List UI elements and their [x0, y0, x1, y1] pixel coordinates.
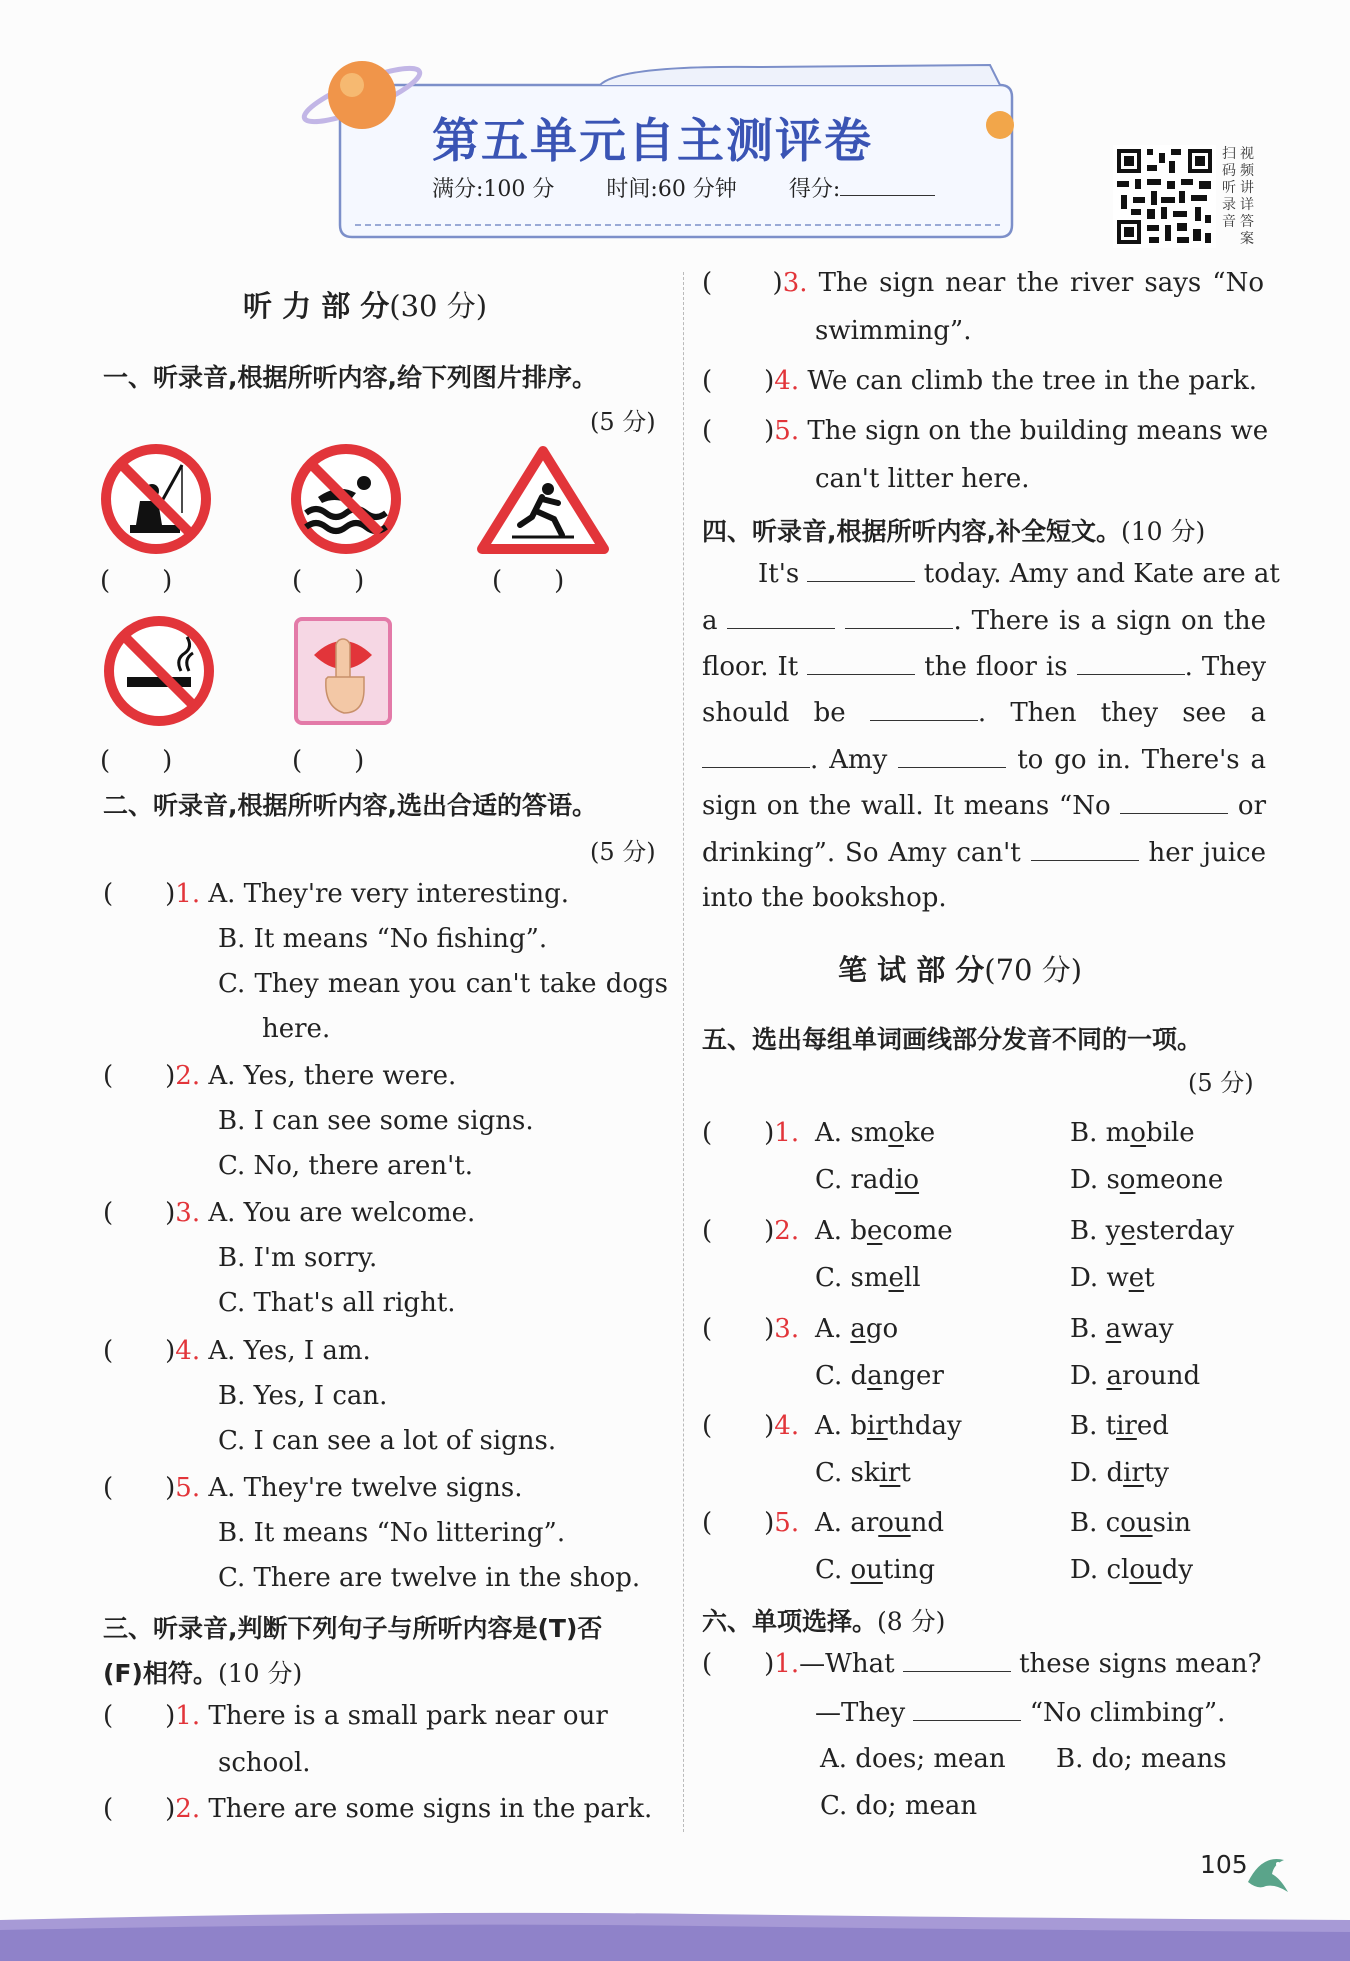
option-b: B. Yes, I can. [218, 1381, 388, 1411]
answer-paren[interactable]: ( ) [103, 1794, 176, 1824]
keep-quiet-sign-icon [294, 617, 392, 725]
answer-paren[interactable]: ( ) [702, 1216, 775, 1246]
option-a: A. Yes, there were. [208, 1061, 457, 1091]
slippery-floor-warning-sign-icon [476, 445, 610, 557]
option-c: C. smell [815, 1263, 921, 1293]
option-d: D. someone [1070, 1165, 1224, 1195]
answer-paren[interactable]: ( ) [103, 1701, 176, 1731]
passage-line-5: . Amy to go in. There's a [702, 739, 1266, 775]
answer-paren[interactable]: ( ) [702, 1508, 775, 1538]
option-c: C. outing [815, 1555, 936, 1585]
option-a: A. around [815, 1508, 945, 1538]
answer-paren[interactable]: ( ) [103, 1061, 176, 1091]
passage-line-8: into the bookshop. [702, 883, 947, 913]
answer-paren-2[interactable]: ( ) [292, 566, 365, 596]
part5-points: (5 分) [1188, 1069, 1254, 1097]
answer-paren[interactable]: ( ) [702, 268, 783, 298]
writing-heading: 笔 试 部 分(70 分) [838, 953, 1083, 987]
passage-line-2: a . There is a sign on the [702, 600, 1266, 636]
option-a: A. birthday [815, 1411, 962, 1441]
passage-line-6: sign on the wall. It means “No or [702, 785, 1266, 821]
fill-blank[interactable] [727, 600, 835, 629]
part5-title: 五、选出每组单词画线部分发音不同的一项。 [702, 1025, 1203, 1054]
option-b: B. mobile [1070, 1118, 1195, 1148]
option-b: B. tired [1070, 1411, 1169, 1441]
part4-title: 四、听录音,根据所听内容,补全短文。(10 分) [702, 517, 1206, 546]
score-blank[interactable] [840, 175, 935, 196]
option-c: C. skirt [815, 1458, 911, 1488]
option-a: A. Yes, I am. [208, 1336, 371, 1366]
option-a: A. They're twelve signs. [208, 1473, 523, 1503]
fill-blank[interactable] [702, 739, 810, 768]
fill-blank[interactable] [807, 646, 915, 675]
option-c: C. danger [815, 1361, 944, 1391]
fill-blank[interactable] [1077, 646, 1185, 675]
option-c: C. I can see a lot of signs. [218, 1426, 557, 1456]
answer-paren[interactable]: ( ) [702, 416, 775, 446]
answer-paren[interactable]: ( ) [702, 1411, 775, 1441]
fill-blank[interactable] [898, 739, 1006, 768]
answer-paren[interactable]: ( ) [702, 1118, 775, 1148]
answer-paren[interactable]: ( ) [103, 1336, 176, 1366]
fill-blank[interactable] [807, 553, 915, 582]
option-d: D. around [1070, 1361, 1201, 1391]
score-label: 得分: [788, 177, 841, 202]
option-a: A. smoke [815, 1118, 936, 1148]
worksheet-page: 第五单元自主测评卷 满分:100 分 时间:60 分钟 得分: 扫码听录音 视频讲详答案 听 力 部 分(30 分) 一、听录音,根据所听内容,给下列图片排序。 (5 分) ( ) ( ) ( ) ( ) ( ) 二、听录音,根据所听内容,选出合适的答语。 (5 分) ( )1. A. They're very interesting. B. It means “No fishing”. C. They mean you can't take dogs here. ( )2. A. Yes, there were. B. I can see some signs. C. No, there aren't. ( )3. A. You are welcome. B. I'm sorry. C. That's all right. ( )4. A. Yes, I am. B. Yes, I can. C. I can see a lot of signs. ( )5. A. They're twelve signs. B. It means “No littering”. C. There are twelve in the shop. 三、听录音,判断下列句子与所听内容是(T)否 (F)相符。(10 分) ( )1. There is a small park near our school. ( )2. There are some signs in the park. ( )3. The sign near the river says “No swimming”. ( )4. We can climb the tree in the park. ( )5. The sign on the building means we can't litter here. 四、听录音,根据所听内容,补全短文。(10 分) It's today. Amy and Kate are at a . There is a sign on the floor. It the floor is . They should be . Then they see a . Amy to go in. There's a sign on the wall. It means “No or drinking”. So Amy can't her juice into the bookshop. 笔 试 部 分(70 分) 五、选出每组单词画线部分发音不同的一项。 (5 分) ( )1. A. smoke B. mobile C. radio D. someone ( )2. A. become B. yesterday C. smell D. wet ( )3. A. ago B. away C. danger D. around ( )4. A. birthday B. tired C. skirt D. dirty ( )5. A. around B. cousin C. outing D. cloudy 六、单项选择。(8 分) ( )1.—What these signs mean? —They “No climbing”. A. does; mean B. do; means C. do; mean 105 [0, 0, 1350, 1961]
passage-line-3: floor. It the floor is . They [702, 646, 1266, 682]
qr-text-video: 视频讲详答案 [1240, 146, 1254, 247]
fill-blank[interactable] [913, 1692, 1021, 1721]
option-a: A. become [815, 1216, 953, 1246]
full-score: 满分:100 分 [432, 177, 555, 202]
part1-points: (5 分) [590, 408, 656, 436]
passage-line-1: It's today. Amy and Kate are at [758, 553, 1266, 589]
answer-paren-3[interactable]: ( ) [492, 566, 565, 596]
option-c: C. That's all right. [218, 1288, 456, 1318]
fill-blank[interactable] [1120, 785, 1228, 814]
no-smoking-sign-icon [103, 615, 215, 727]
fill-blank[interactable] [1031, 832, 1139, 861]
answer-paren-4[interactable]: ( ) [100, 746, 173, 776]
option-a: A. does; mean [820, 1744, 1006, 1774]
option-c: C. They mean you can't take dogs [218, 969, 668, 999]
option-b: B. It means “No littering”. [218, 1518, 566, 1548]
listening-heading: 听 力 部 分(30 分) [243, 289, 488, 323]
option-a: A. ago [815, 1314, 899, 1344]
fill-blank[interactable] [870, 692, 978, 721]
option-d: D. cloudy [1070, 1555, 1194, 1585]
score-line [432, 172, 935, 203]
part3-title-line2: (F)相符。(10 分) [103, 1659, 303, 1688]
option-b: B. It means “No fishing”. [218, 924, 548, 954]
part2-points: (5 分) [590, 838, 656, 866]
option-b: B. I'm sorry. [218, 1243, 378, 1273]
page-title: 第五单元自主测评卷 [432, 114, 873, 169]
part6-title: 六、单项选择。(8 分) [702, 1607, 946, 1636]
part2-title: 二、听录音,根据所听内容,选出合适的答语。 [103, 791, 597, 820]
time-limit: 时间:60 分钟 [606, 177, 737, 202]
part1-title: 一、听录音,根据所听内容,给下列图片排序。 [103, 363, 597, 392]
passage-line-4: should be . Then they see a [702, 692, 1266, 728]
column-divider [683, 272, 684, 1832]
option-c: C. No, there aren't. [218, 1151, 474, 1181]
qr-code-icon[interactable] [1113, 145, 1216, 248]
part3-title-line1: 三、听录音,判断下列句子与所听内容是(T)否 [103, 1614, 603, 1643]
answer-paren-1[interactable]: ( ) [100, 566, 173, 596]
option-d: D. dirty [1070, 1458, 1169, 1488]
option-b: B. away [1070, 1314, 1174, 1344]
fill-blank[interactable] [845, 600, 953, 629]
option-c: C. There are twelve in the shop. [218, 1563, 641, 1593]
answer-paren[interactable]: ( ) [103, 1198, 176, 1228]
answer-paren[interactable]: ( ) [702, 1649, 775, 1679]
option-b: B. I can see some signs. [218, 1106, 534, 1136]
qr-text-scan: 扫码听录音 [1222, 146, 1236, 230]
option-b: B. cousin [1070, 1508, 1192, 1538]
fill-blank[interactable] [903, 1643, 1011, 1672]
answer-paren-5[interactable]: ( ) [292, 746, 365, 776]
page-number: 105 [1200, 1850, 1248, 1879]
option-b: B. do; means [1056, 1744, 1227, 1774]
no-fishing-sign-icon [100, 443, 212, 555]
option-c: C. radio [815, 1165, 920, 1195]
answer-paren[interactable]: ( ) [103, 1473, 176, 1503]
footer-wave [0, 1890, 1350, 1961]
option-c-cont: here. [262, 1014, 331, 1044]
option-d: D. wet [1070, 1263, 1155, 1293]
passage-line-7: drinking”. So Amy can't her juice [702, 832, 1266, 868]
answer-paren[interactable]: ( ) [103, 879, 176, 909]
answer-paren[interactable]: ( ) [702, 1314, 775, 1344]
option-c: C. do; mean [820, 1791, 978, 1821]
option-a: A. They're very interesting. [208, 879, 569, 909]
no-swimming-sign-icon [290, 443, 402, 555]
option-b: B. yesterday [1070, 1216, 1235, 1246]
answer-paren[interactable]: ( ) [702, 366, 775, 396]
option-a: A. You are welcome. [208, 1198, 476, 1228]
